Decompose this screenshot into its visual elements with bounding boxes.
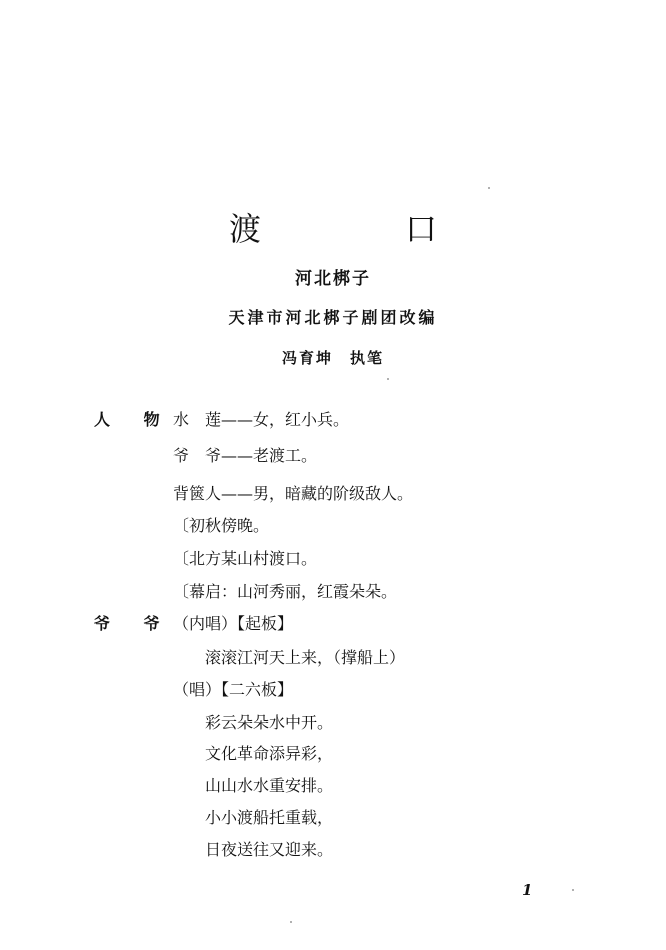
role-name: 爷 爷 [173,446,222,465]
stage-cue: （内唱）【起板】 [173,614,294,633]
play-title: 渡 口 [228,210,493,248]
verse-line: 日夜送往又迎来。 [205,840,334,859]
role-desc: ——男，暗藏的阶级敌人。 [221,484,414,503]
troupe-credit: 天津市河北梆子剧团改编 [228,308,438,327]
role-name: 背篋人 [173,484,222,503]
scan-speck [290,921,292,923]
scan-speck [387,378,389,380]
verse-line: 彩云朵朵水中开。 [205,713,334,732]
cast-role-shuilian [173,407,349,430]
role-desc: ——老渡工。 [221,446,318,465]
role-name: 水 莲 [173,410,222,429]
setting-line-place: 〔北方某山村渡口。 [173,549,318,568]
cast-heading: 人 物 [94,410,174,429]
writer-credit: 冯育坤 执笔 [281,349,384,367]
stage-cue: （唱）【二六板】 [173,680,294,699]
verse-line: 文化革命添异彩， [205,744,334,763]
scan-speck [572,889,574,891]
cast-role-beijieren [173,481,413,504]
verse-line: 山山水水重安排。 [205,776,334,795]
role-desc: ——女，红小兵。 [221,410,350,429]
setting-line-time: 〔初秋傍晚。 [173,516,270,535]
speaker-label: 爷 爷 [94,614,174,633]
scan-speck [488,187,490,189]
page-number: 1 [522,881,533,899]
verse-line: 小小渡船托重载， [205,808,334,827]
setting-line-curtain: 〔幕启：山河秀丽，红霞朵朵。 [173,582,398,601]
sung-line: 滚滚江河天上来，（撑船上） [205,648,406,667]
cast-role-yeye [173,443,317,466]
genre-label: 河北梆子 [295,269,371,289]
